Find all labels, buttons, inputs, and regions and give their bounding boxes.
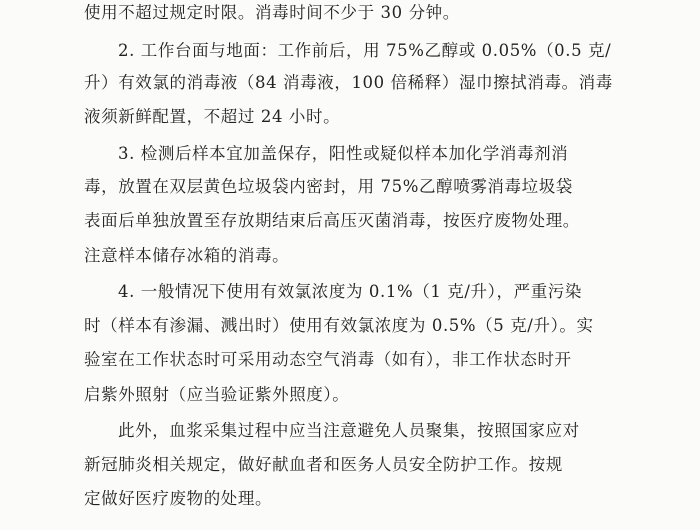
- text-line-2: 2. 工作台面与地面：工作前后，用 75%乙醇或 0.05%（0.5 克/: [118, 41, 612, 60]
- text-line-9: 4. 一般情况下使用有效氯浓度为 0.1%（1 克/升），严重污染: [118, 282, 583, 301]
- text-line-7: 表面后单独放置至存放期结束后高压灭菌消毒，按医疗废物处理。: [84, 211, 580, 230]
- text-line-5: 3. 检测后样本宜加盖保存，阳性或疑似样本加化学消毒剂消: [118, 144, 569, 163]
- text-line-8: 注意样本储存冰箱的消毒。: [84, 246, 290, 265]
- text-line-6: 毒，放置在双层黄色垃圾袋内密封，用 75%乙醇喷雾消毒垃圾袋: [84, 177, 573, 196]
- text-line-11: 验室在工作状态时可采用动态空气消毒（如有），非工作状态时开: [84, 350, 572, 369]
- text-line-4: 液须新鲜配置，不超过 24 小时。: [84, 107, 341, 126]
- text-line-12: 启紫外照射（应当验证紫外照度）。: [84, 385, 350, 404]
- text-line-14: 新冠肺炎相关规定，做好献血者和医务人员安全防护工作。按规: [84, 455, 563, 474]
- text-line-3: 升）有效氯的消毒液（84 消毒液，100 倍稀释）湿巾擦拭消毒。消毒: [84, 73, 613, 92]
- text-line-10: 时（样本有渗漏、溅出时）使用有效氯浓度为 0.5%（5 克/升）。实: [84, 316, 594, 335]
- text-line-15: 定做好医疗废物的处理。: [84, 489, 273, 508]
- text-line-13: 此外，血浆采集过程中应当注意避免人员聚集，按照国家应对: [118, 421, 580, 440]
- text-line-1: 使用不超过规定时限。消毒时间不少于 30 分钟。: [84, 3, 460, 22]
